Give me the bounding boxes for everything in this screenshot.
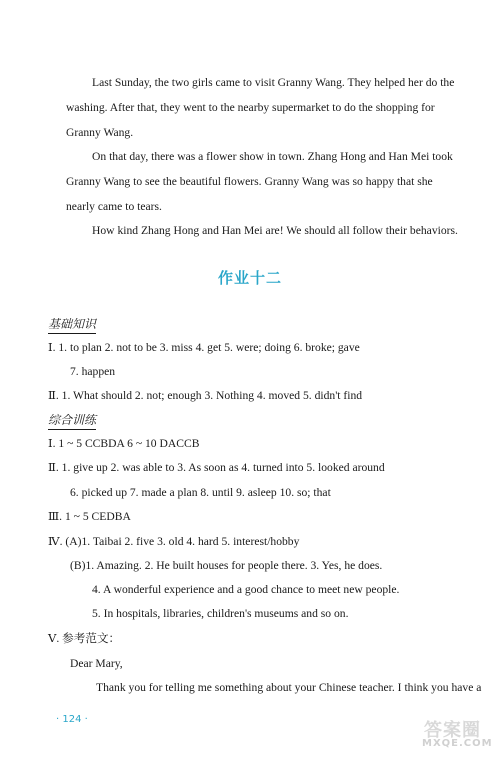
passage-line-1: Last Sunday, the two girls came to visit Granny Wang. They helped her do the — [92, 76, 455, 89]
answer-line: 6. picked up 7. made a plan 8. until 9. asleep 10. so; that — [70, 486, 331, 499]
passage-line-3: Granny Wang. — [66, 126, 134, 139]
answer-line: Ⅱ. 1. give up 2. was able to 3. As soon as 4. turned into 5. looked around — [48, 461, 385, 474]
answer-line: Ⅳ. (A)1. Taibai 2. five 3. old 4. hard 5. interest/hobby — [48, 535, 300, 548]
passage-line-4: On that day, there was a flower show in town. Zhang Hong and Han Mei took — [92, 150, 453, 163]
watermark-text-bottom: MXQE.COM — [422, 738, 493, 749]
section-heading-comprehensive: 综合训练 — [48, 412, 96, 430]
answer-line: 4. A wonderful experience and a good chance to meet new people. — [92, 583, 400, 596]
answer-line: Ⅱ. 1. What should 2. not; enough 3. Nothing 4. moved 5. didn't find — [48, 389, 363, 402]
watermark-logo — [410, 716, 494, 752]
answer-line: Ⅲ. 1 ~ 5 CEDBA — [48, 510, 131, 523]
answer-line: Dear Mary, — [70, 657, 123, 670]
answer-line: Thank you for telling me something about your Chinese teacher. I think you have a — [96, 681, 482, 694]
watermark-text-top: 答案圈 — [424, 720, 481, 741]
passage-line-5: Granny Wang to see the beautiful flowers. Granny Wang was so happy that she — [66, 175, 433, 188]
answer-line: (B)1. Amazing. 2. He built houses for people there. 3. Yes, he does. — [70, 559, 383, 572]
page-number: · 124 · — [56, 714, 88, 725]
answer-line: Ⅰ. 1. to plan 2. not to be 3. miss 4. get 5. were; doing 6. broke; gave — [48, 341, 360, 354]
answer-line: Ⅴ. 参考范文： — [48, 632, 121, 645]
page-title: 作业十二 — [217, 269, 282, 287]
passage-line-7: How kind Zhang Hong and Han Mei are! We should all follow their behaviors. — [92, 224, 458, 237]
answer-line: Ⅰ. 1 ~ 5 CCBDA 6 ~ 10 DACCB — [48, 437, 200, 450]
passage-line-2: washing. After that, they went to the nearby supermarket to do the shopping for — [66, 101, 435, 114]
section-heading-basic: 基础知识 — [48, 316, 96, 334]
answer-line: 7. happen — [70, 365, 116, 378]
passage-line-6: nearly came to tears. — [66, 200, 162, 213]
answer-line: 5. In hospitals, libraries, children's museums and so on. — [92, 607, 349, 620]
